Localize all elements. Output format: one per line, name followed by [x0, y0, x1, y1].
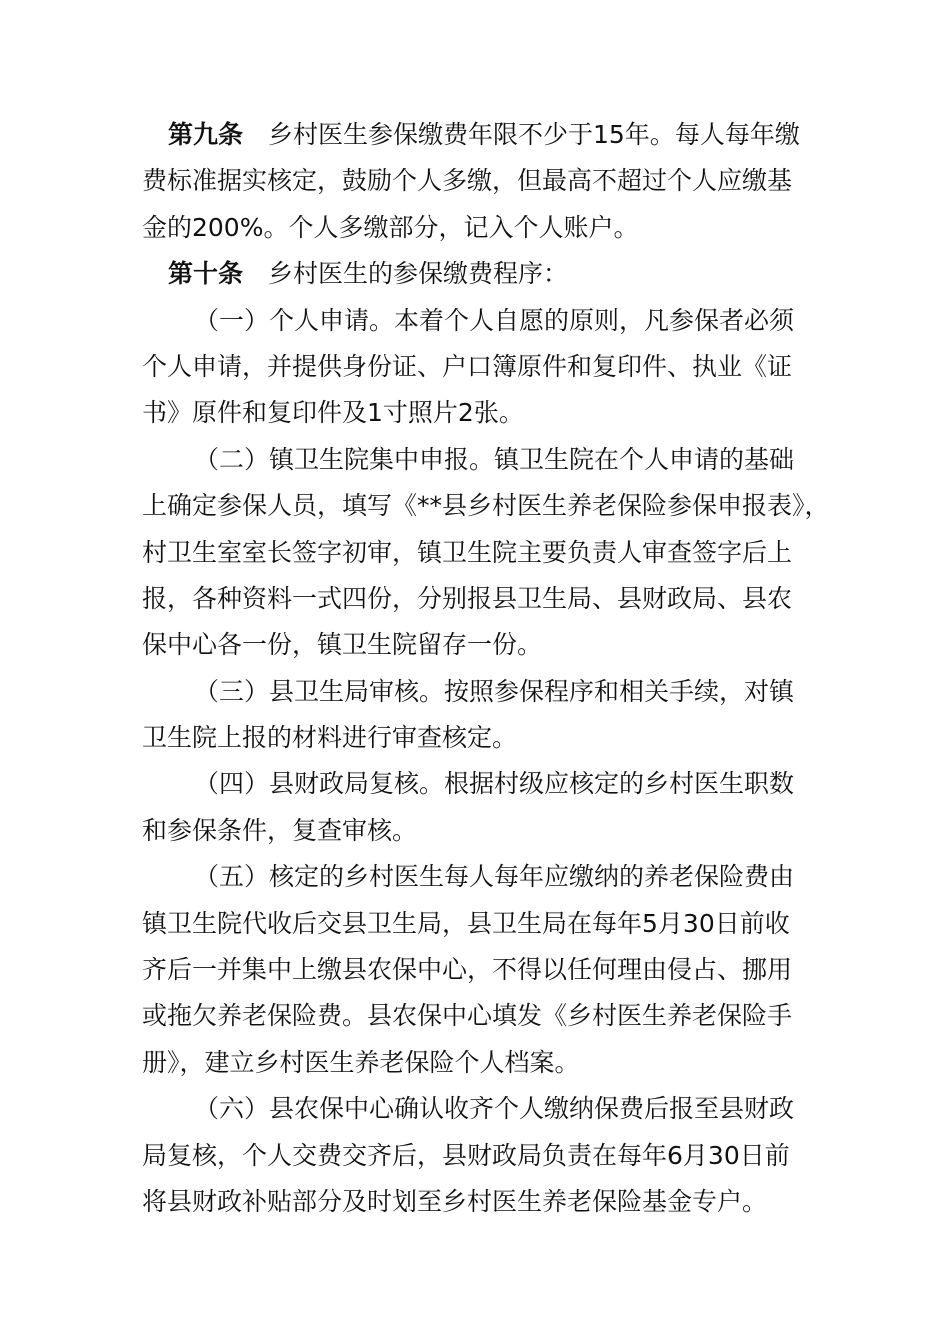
item-2-line-5: 保中心各一份，镇卫生院留存一份。 [142, 630, 543, 660]
item-5-line-1: （五）核定的乡村医生每人每年应缴纳的养老保险费由 [194, 862, 795, 892]
list-item [142, 854, 812, 1086]
item-2-line-2: 上确定参保人员，填写《**县乡村医生养老保险参保申报表》， [142, 491, 830, 521]
article-9-heading: 第九条 [168, 120, 244, 149]
article-9-line-1 [142, 112, 812, 158]
item-3-line-2: 卫生院上报的材料进行审查核定。 [142, 723, 518, 753]
item-5-line-4: 或拖欠养老保险费。县农保中心填发《乡村医生养老保险手 [142, 1001, 793, 1031]
item-1-line-2: 个人申请，并提供身份证、户口簿原件和复印件、执业《证 [142, 351, 793, 381]
item-1-line-1: （一）个人申请。本着个人自愿的原则，凡参保者必须 [194, 305, 795, 335]
article-9-line-3: 金的200%。个人多缴部分，记入个人账户。 [142, 212, 639, 242]
list-item [142, 1086, 812, 1225]
item-6-line-2: 局复核，个人交费交齐后，县财政局负责在每年6月30日前 [142, 1140, 790, 1170]
article-10-line-1 [142, 251, 812, 297]
article-10 [142, 251, 812, 297]
item-5-line-2: 镇卫生院代收后交县卫生局，县卫生局在每年5月30日前收 [142, 908, 790, 938]
item-6-line-1: （六）县农保中心确认收齐个人缴纳保费后报至县财政 [194, 1094, 795, 1124]
item-4-line-2: 和参保条件，复查审核。 [142, 815, 418, 845]
list-item [142, 761, 812, 854]
item-5-line-3: 齐后一并集中上缴县农保中心，不得以任何理由侵占、挪用 [142, 955, 793, 985]
article-10-heading: 第十条 [168, 259, 244, 289]
list-item [142, 298, 812, 437]
document-page [142, 112, 830, 1225]
item-5-line-5: 册》，建立乡村医生养老保险个人档案。 [142, 1047, 580, 1077]
article-9 [142, 112, 812, 251]
item-3-line-1: （三）县卫生局审核。按照参保程序和相关手续，对镇 [194, 676, 795, 706]
list-item [142, 669, 812, 762]
list-item [142, 437, 830, 669]
item-2-line-4: 报，各种资料一式四份，分别报县卫生局、县财政局、县农 [142, 583, 793, 613]
item-1-line-3: 书》原件和复印件及1寸照片2张。 [142, 398, 524, 428]
article-9-line-2: 费标准据实核定，鼓励个人多缴，但最高不超过个人应缴基 [142, 166, 793, 196]
item-6-line-3: 将县财政补贴部分及时划至乡村医生养老保险基金专户。 [142, 1186, 768, 1216]
article-9-text: 乡村医生参保缴费年限不少于15年。每人每年缴 [268, 120, 800, 149]
item-2-line-3: 村卫生室室长签字初审，镇卫生院主要负责人审查签字后上 [142, 537, 793, 567]
item-4-line-1: （四）县财政局复核。根据村级应核定的乡村医生职数 [194, 769, 795, 799]
article-10-intro: 乡村医生的参保缴费程序： [268, 259, 569, 289]
item-2-line-1: （二）镇卫生院集中申报。镇卫生院在个人申请的基础 [194, 444, 795, 474]
